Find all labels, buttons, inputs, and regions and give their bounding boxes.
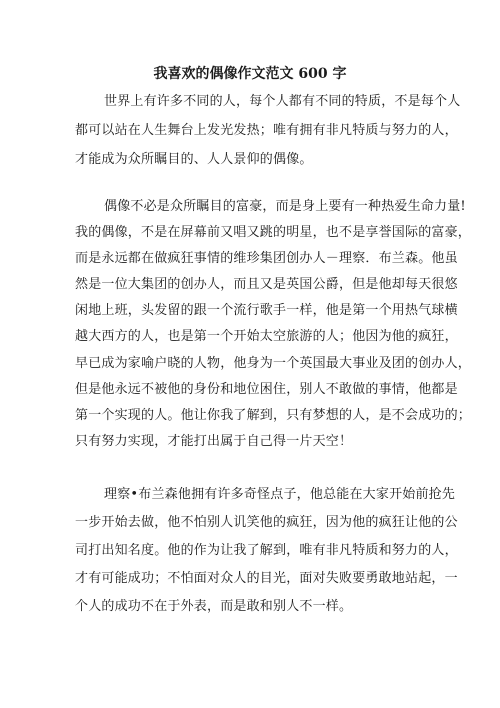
paragraph-line: 只有努力实现，才能打出属于自己得一片天空！: [75, 434, 353, 449]
paragraph-line: 闲地上班，头发留的跟一个流行歌手一样，他是第一个用热气球横: [75, 303, 458, 318]
document-title: 我喜欢的偶像作文范文 600 字: [153, 66, 347, 82]
paragraph-line: 偶像不必是众所瞩目的富豪，而是身上要有一种热爱生命力量!: [104, 199, 466, 214]
paragraph-line: 早已成为家喻户晓的人物，他身为一个英国最大事业及团的创办人，: [75, 356, 472, 371]
paragraph-line: 我的偶像，不是在屏幕前又唱又跳的明星，也不是享誉国际的富豪，: [75, 225, 472, 240]
paragraph-line: 司打出知名度。他的作为让我了解到，唯有非凡特质和努力的人，: [75, 543, 458, 558]
paragraph-line: 第一个实现的人。他让你我了解到，只有梦想的人，是不会成功的；: [75, 408, 472, 423]
paragraph-line: 才能成为众所瞩目的、人人景仰的偶像。: [75, 152, 313, 167]
paragraph-line: 才有可能成功；不怕面对众人的目光，面对失败要勇敢地站起，一: [75, 571, 458, 586]
paragraph-line: 而是永远都在做疯狂事情的维珍集团创办人－理察．布兰森。他虽: [75, 251, 458, 266]
paragraph-line: 然是一位大集团的创办人，而且又是英国公爵，但是他却每天很悠: [75, 277, 458, 292]
paragraph-line: 一步开始去做，他不怕别人讥笑他的疯狂，因为他的疯狂让他的公: [75, 515, 458, 530]
paragraph-line: 但是他永远不被他的身份和地位困住，别人不敢做的事情，他都是: [75, 382, 458, 397]
paragraph-line: 世界上有许多不同的人，每个人都有不同的特质，不是每个人: [104, 94, 461, 109]
paragraph-line: 越大西方的人，也是第一个开始太空旅游的人；他因为他的疯狂，: [75, 329, 458, 344]
paragraph-line: 理察•布兰森他拥有许多奇怪点子，他总能在大家开始前抢先: [104, 487, 456, 502]
paragraph-line: 都可以站在人生舞台上发光发热；唯有拥有非凡特质与努力的人，: [75, 123, 458, 138]
paragraph-line: 个人的成功不在于外表，而是敢和别人不一样。: [75, 599, 353, 614]
